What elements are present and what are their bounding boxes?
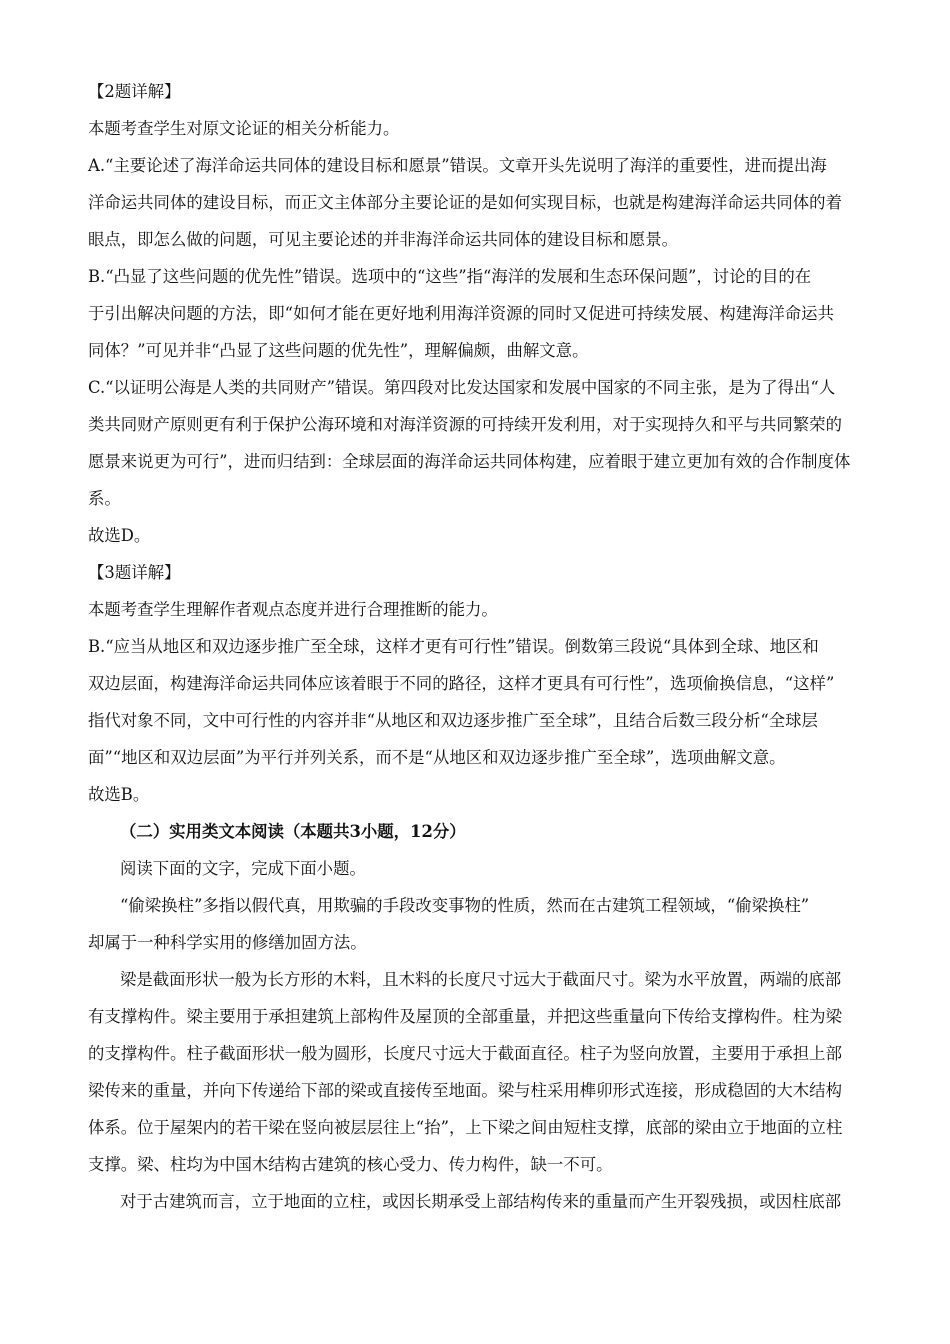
passage-p1-line-2: 却属于一种科学实用的修缮加固方法。 bbox=[88, 933, 367, 952]
passage-p2-line-3: 的支撑构件。柱子截面形状一般为圆形，长度尺寸远大于截面直径。柱子为竖向放置，主要用于承担上部 bbox=[88, 1044, 842, 1063]
q2-intro: 本题考查学生对原文论证的相关分析能力。 bbox=[88, 119, 400, 138]
q3-intro: 本题考查学生理解作者观点态度并进行合理推断的能力。 bbox=[88, 600, 498, 619]
q3-answer: 故选B。 bbox=[88, 785, 150, 804]
reading-instruction: 阅读下面的文字，完成下面小题。 bbox=[120, 859, 366, 878]
q3-option-b-line-3: 指代对象不同，文中可行性的内容并非“从地区和双边逐步推广至全球”，且结合后数三段分析“全球层 bbox=[88, 711, 818, 730]
q2-option-a-line-1: A.“主要论述了海洋命运共同体的建设目标和愿景”错误。文章开头先说明了海洋的重要性，进而提出海 bbox=[88, 156, 827, 175]
q3-option-b-line-1: B.“应当从地区和双边逐步推广至全球，这样才更有可行性”错误。倒数第三段说“具体到全球、地区和 bbox=[88, 637, 819, 656]
q2-option-c-line-4: 系。 bbox=[88, 489, 121, 508]
q3-option-b-line-4: 面”“地区和双边层面”为平行并列关系，而不是“从地区和双边逐步推广至全球”，选项曲解文意。 bbox=[88, 748, 786, 767]
passage-p1-line-1: “偷梁换柱”多指以假代真，用欺骗的手段改变事物的性质，然而在古建筑工程领域，“偷梁换柱” bbox=[120, 896, 810, 915]
q3-heading: 【3题详解】 bbox=[88, 563, 181, 582]
passage-p2-line-2: 有支撑构件。梁主要用于承担建筑上部构件及屋顶的全部重量，并把这些重量向下传给支撑构件。柱为梁 bbox=[88, 1007, 842, 1026]
passage-p2-line-6: 支撑。梁、柱均为中国木结构古建筑的核心受力、传力构件，缺一不可。 bbox=[88, 1155, 613, 1174]
q2-answer: 故选D。 bbox=[88, 526, 151, 545]
q2-option-b-line-3: 同体？”可见并非“凸显了这些问题的优先性”，理解偏颇，曲解文意。 bbox=[88, 341, 589, 360]
passage-p2-line-4: 梁传来的重量，并向下传递给下部的梁或直接传至地面。梁与柱采用榫卯形式连接，形成稳固的大木结构 bbox=[88, 1081, 842, 1100]
q2-option-c-line-3: 愿景来说更为可行”，进而归结到：全球层面的海洋命运共同体构建，应着眼于建立更加有效的合作制度体 bbox=[88, 452, 851, 471]
q2-option-c-line-1: C.“以证明公海是人类的共同财产”错误。第四段对比发达国家和发展中国家的不同主张，是为了得出“人 bbox=[88, 378, 836, 397]
section-heading: （二）实用类文本阅读（本题共3小题，12分） bbox=[120, 822, 466, 841]
q2-option-c-line-2: 类共同财产原则更有利于保护公海环境和对海洋资源的可持续开发利用，对于实现持久和平与共同繁荣的 bbox=[88, 415, 842, 434]
q2-option-b-line-2: 于引出解决问题的方法，即“如何才能在更好地利用海洋资源的同时又促进可持续发展、构建海洋命运共 bbox=[88, 304, 834, 323]
q2-option-a-line-3: 眼点，即怎么做的问题，可见主要论述的并非海洋命运共同体的建设目标和愿景。 bbox=[88, 230, 679, 249]
q2-option-a-line-2: 洋命运共同体的建设目标，而正文主体部分主要论证的是如何实现目标，也就是构建海洋命运共同体的着 bbox=[88, 193, 842, 212]
passage-p3-line-1: 对于古建筑而言，立于地面的立柱，或因长期承受上部结构传来的重量而产生开裂残损，或因柱底部 bbox=[120, 1192, 842, 1211]
passage-p2-line-1: 梁是截面形状一般为长方形的木料，且木料的长度尺寸远大于截面尺寸。梁为水平放置，两端的底部 bbox=[120, 970, 842, 989]
q3-option-b-line-2: 双边层面，构建海洋命运共同体应该着眼于不同的路径，这样才更具有可行性”，选项偷换信息，“这样” bbox=[88, 674, 835, 693]
passage-p2-line-5: 体系。位于屋架内的若干梁在竖向被层层往上“抬”，上下梁之间由短柱支撑，底部的梁由立于地面的立柱 bbox=[88, 1118, 843, 1137]
q2-heading: 【2题详解】 bbox=[88, 82, 181, 101]
q2-option-b-line-1: B.“凸显了这些问题的优先性”错误。选项中的“这些”指“海洋的发展和生态环保问题”，讨论的目的在 bbox=[88, 267, 812, 286]
